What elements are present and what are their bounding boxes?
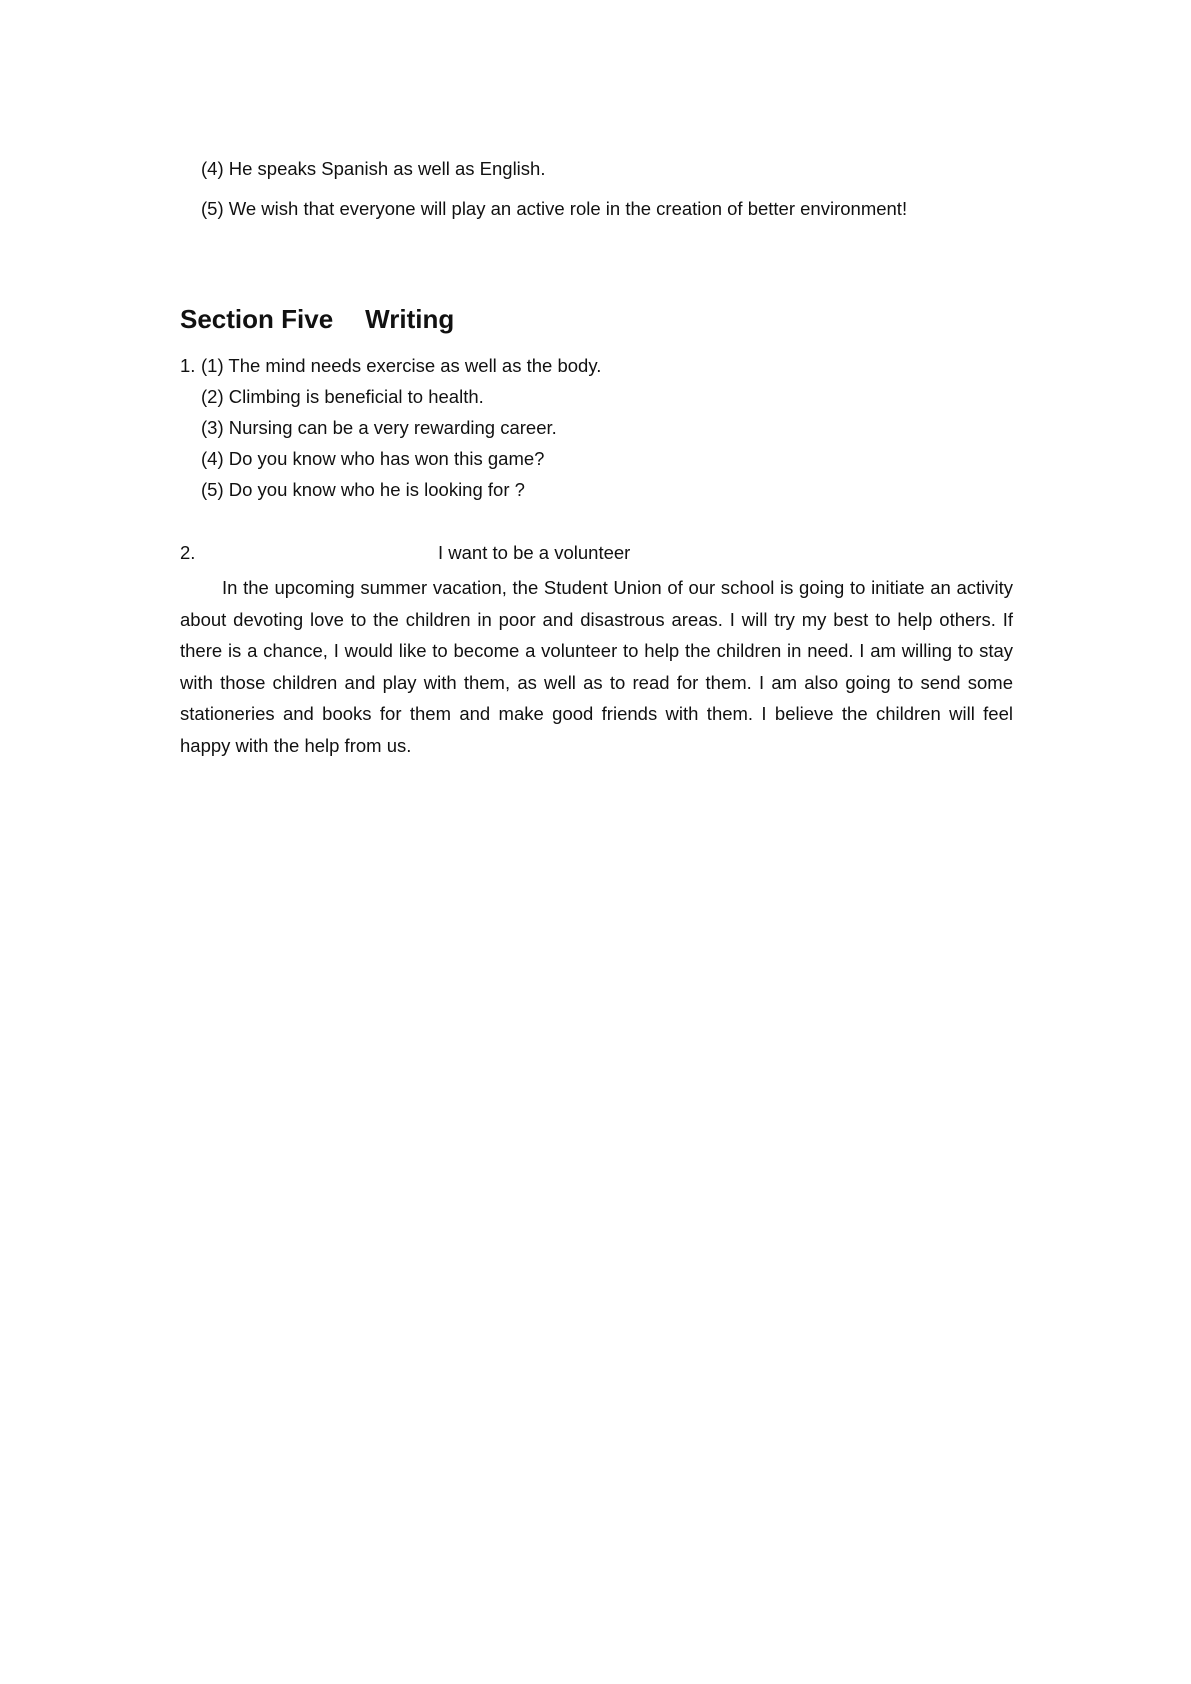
question-1-item: (2) Climbing is beneficial to health. bbox=[201, 386, 484, 407]
question-1-item: (5) Do you know who he is looking for ? bbox=[201, 479, 525, 500]
section-subtitle: Writing bbox=[365, 304, 455, 334]
question-2-number: 2. bbox=[180, 542, 196, 563]
section-title: Section Five bbox=[180, 304, 334, 334]
section-heading bbox=[180, 302, 454, 336]
previous-item-4: (4) He speaks Spanish as well as English. bbox=[201, 158, 546, 179]
previous-item-5: (5) We wish that everyone will play an active role in the creation of better environment! bbox=[201, 198, 908, 219]
question-1-item: (1) The mind needs exercise as well as the body. bbox=[201, 355, 602, 376]
question-1-item: (3) Nursing can be a very rewarding career. bbox=[201, 417, 557, 438]
question-1-number: 1. bbox=[180, 355, 196, 376]
essay-body: In the upcoming summer vacation, the Student Union of our school is going to initiate an activity about devoting love to the children in poor and disastrous areas. I will try my best to help others. If there is a chance, I would like to become a volunteer to help the children in need. I am willing to stay with those children and play with them, as well as to read for them. I am also going to send some stationeries and books for them and make good friends with them. I believe the children will feel happy with the help from us. bbox=[180, 577, 1013, 756]
question-1-item: (4) Do you know who has won this game? bbox=[201, 448, 545, 469]
essay-title: I want to be a volunteer bbox=[438, 542, 631, 563]
